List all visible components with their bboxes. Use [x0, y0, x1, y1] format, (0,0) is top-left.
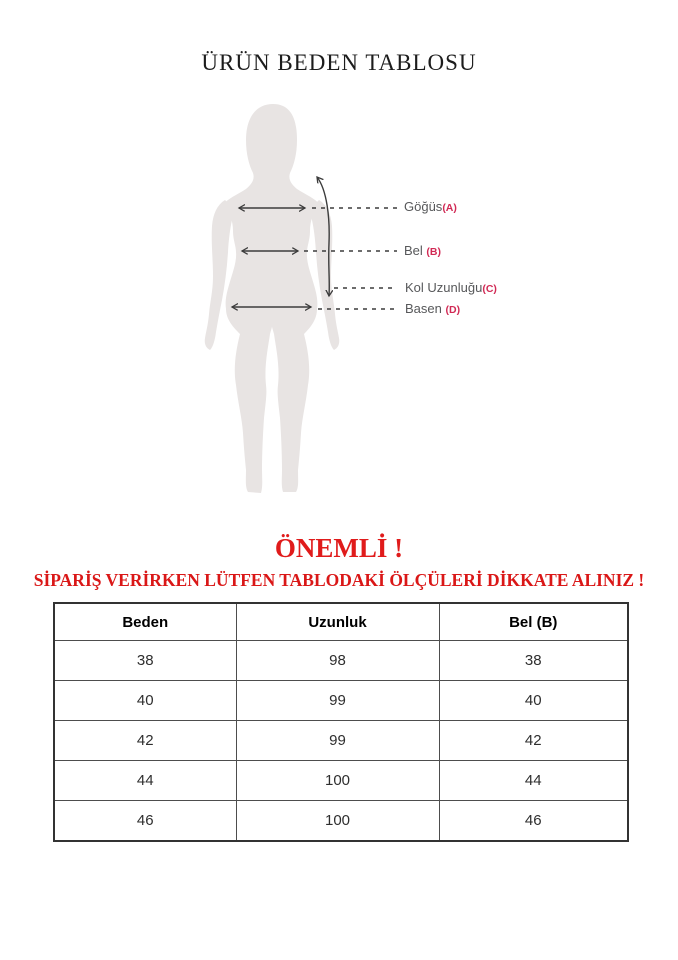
table-row [54, 801, 628, 842]
size-cell: 40 [54, 681, 236, 721]
table-row [54, 721, 628, 761]
warning-text: SİPARİŞ VERİRKEN LÜTFEN TABLODAKİ ÖLÇÜLERİ DİKKATE ALINIZ ! [33, 570, 645, 590]
measurement-label-waist [404, 243, 441, 260]
page-title: ÜRÜN BEDEN TABLOSU [201, 50, 477, 75]
length-cell: 99 [236, 681, 439, 721]
measurement-label-hip [405, 301, 460, 318]
measurement-label-chest [404, 199, 457, 216]
measurement-label-text: Göğüs [404, 199, 443, 214]
silhouette-shape [205, 104, 340, 493]
measurement-code: (B) [426, 246, 441, 258]
size-cell: 38 [54, 641, 236, 681]
table-row [54, 761, 628, 801]
size-cell: 44 [54, 761, 236, 801]
waist-cell: 40 [439, 681, 628, 721]
table-row [54, 681, 628, 721]
important-heading: ÖNEMLİ ! [274, 533, 404, 563]
waist-cell: 38 [439, 641, 628, 681]
size-table-header-uzunluk: Uzunluk [236, 603, 439, 641]
measurement-code: (C) [482, 283, 497, 295]
size-table-header-row [54, 603, 628, 641]
length-cell: 98 [236, 641, 439, 681]
waist-cell: 46 [439, 801, 628, 842]
size-cell: 42 [54, 721, 236, 761]
length-cell: 100 [236, 801, 439, 842]
size-table-header-beden: Beden [54, 603, 236, 641]
size-table [53, 602, 629, 842]
length-cell: 99 [236, 721, 439, 761]
length-cell: 100 [236, 761, 439, 801]
waist-cell: 44 [439, 761, 628, 801]
measurement-label-arm-length [405, 280, 497, 297]
body-measurement-diagram [0, 88, 678, 518]
table-row [54, 641, 628, 681]
measurement-label-text: Bel [404, 243, 427, 258]
measurement-code: (D) [445, 304, 461, 316]
measurement-label-text: Basen [405, 301, 446, 316]
size-table-header-bel: Bel (B) [439, 603, 628, 641]
measurement-code: (A) [442, 202, 457, 214]
waist-cell: 42 [439, 721, 628, 761]
measurement-label-text: Kol Uzunluğu [405, 280, 483, 295]
female-silhouette-figure [0, 88, 678, 518]
size-cell: 46 [54, 801, 236, 842]
